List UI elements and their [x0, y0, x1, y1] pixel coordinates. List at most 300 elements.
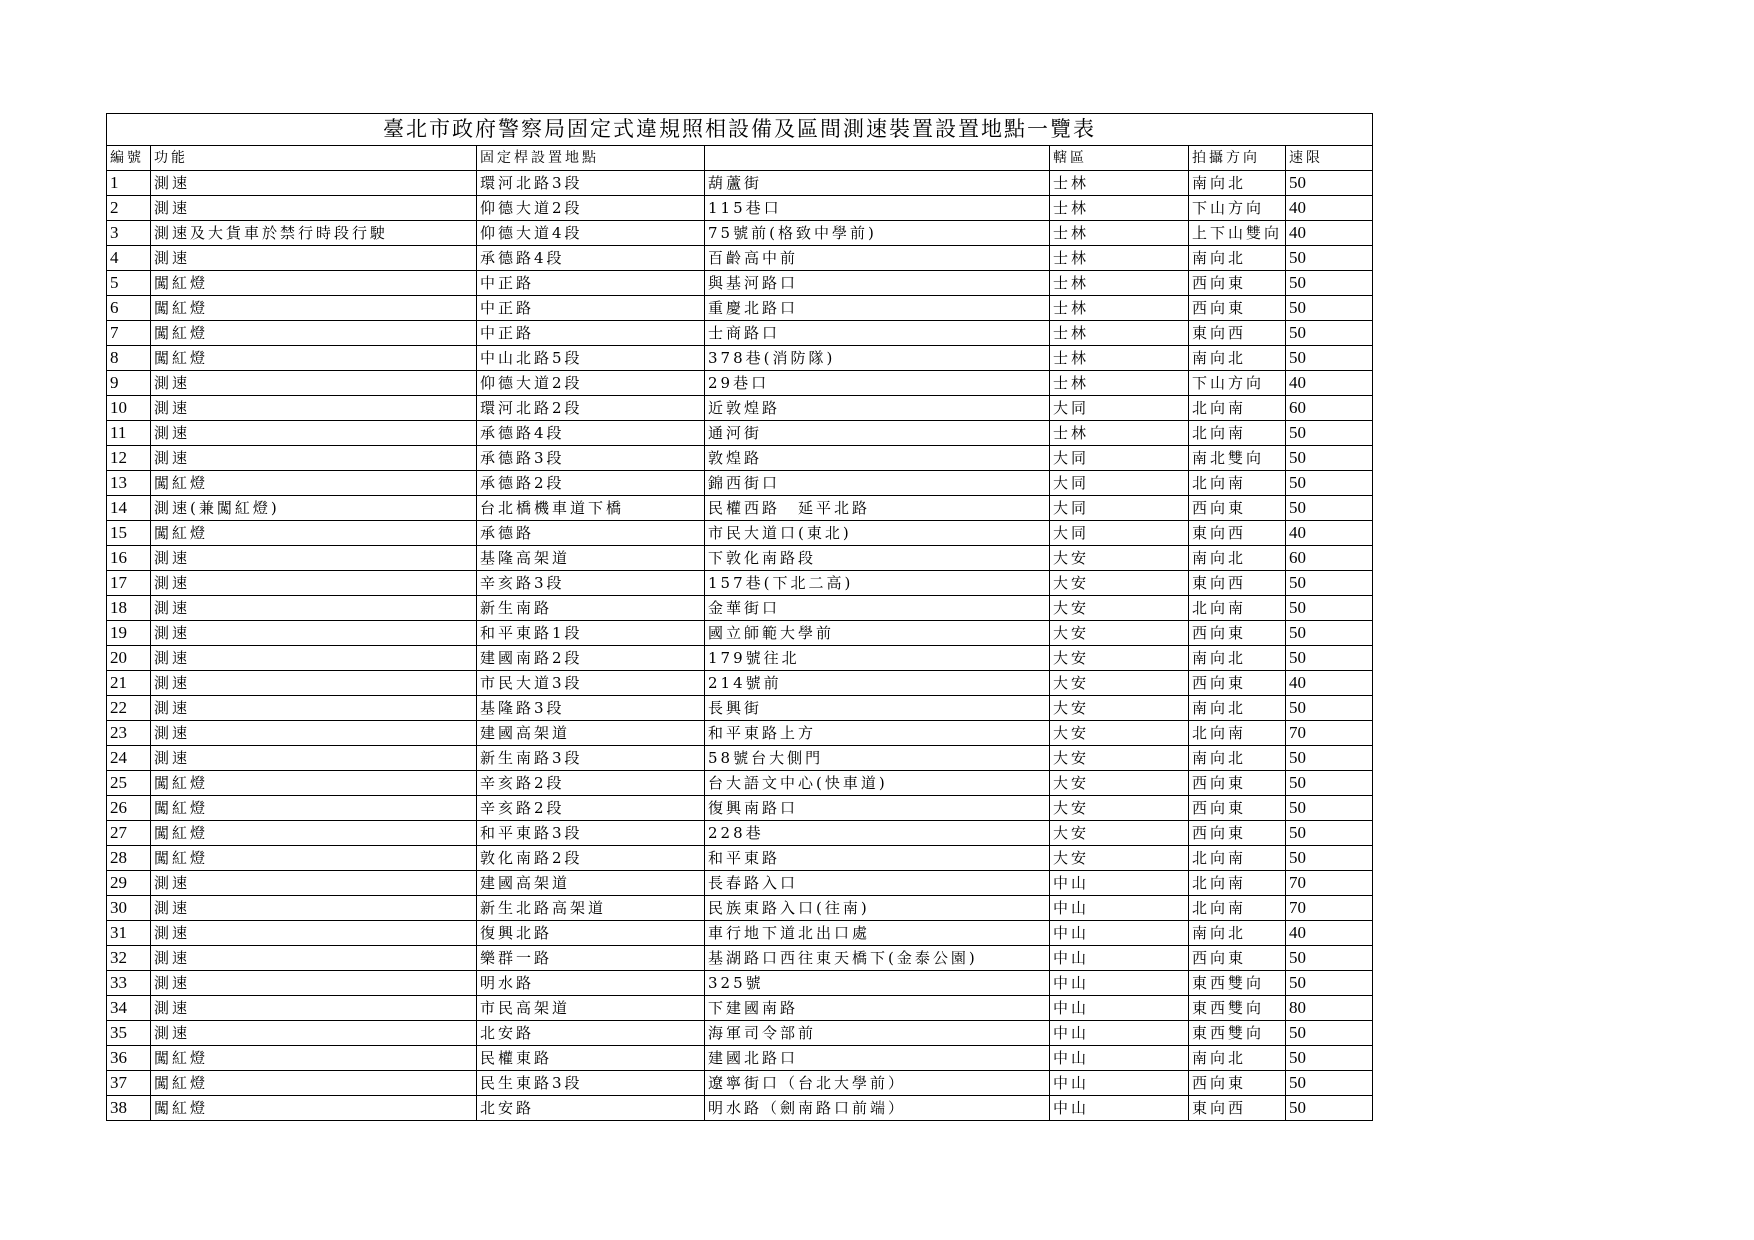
row-detail: 民族東路入口(往南) — [705, 896, 1050, 921]
row-speed-limit: 50 — [1286, 946, 1373, 971]
row-district: 大安 — [1050, 596, 1189, 621]
row-location: 承德路 — [477, 521, 705, 546]
row-district: 大安 — [1050, 721, 1189, 746]
row-number: 4 — [107, 246, 151, 271]
row-speed-limit: 50 — [1286, 846, 1373, 871]
row-number: 16 — [107, 546, 151, 571]
row-number: 21 — [107, 671, 151, 696]
row-function: 測速 — [151, 671, 477, 696]
row-direction: 東向西 — [1189, 571, 1286, 596]
table-body — [107, 171, 1373, 1121]
row-district: 大安 — [1050, 671, 1189, 696]
row-speed-limit: 50 — [1286, 796, 1373, 821]
row-district: 中山 — [1050, 896, 1189, 921]
row-location: 承德路3段 — [477, 446, 705, 471]
header-function: 功能 — [151, 146, 477, 171]
row-function: 測速 — [151, 246, 477, 271]
row-speed-limit: 50 — [1286, 321, 1373, 346]
row-direction: 北向南 — [1189, 871, 1286, 896]
row-detail: 長興街 — [705, 696, 1050, 721]
row-location: 敦化南路2段 — [477, 846, 705, 871]
row-location: 中正路 — [477, 321, 705, 346]
camera-locations-table — [106, 113, 1373, 1121]
row-location: 建國高架道 — [477, 871, 705, 896]
row-function: 測速 — [151, 446, 477, 471]
row-direction: 東向西 — [1189, 1096, 1286, 1121]
row-district: 士林 — [1050, 196, 1189, 221]
table-row — [107, 521, 1373, 546]
row-number: 28 — [107, 846, 151, 871]
row-detail: 378巷(消防隊) — [705, 346, 1050, 371]
row-location: 仰德大道4段 — [477, 221, 705, 246]
row-location: 復興北路 — [477, 921, 705, 946]
row-location: 市民高架道 — [477, 996, 705, 1021]
row-location: 承德路4段 — [477, 421, 705, 446]
table-row — [107, 496, 1373, 521]
row-location: 環河北路3段 — [477, 171, 705, 196]
row-district: 大安 — [1050, 646, 1189, 671]
row-function: 測速 — [151, 971, 477, 996]
row-speed-limit: 50 — [1286, 646, 1373, 671]
row-function: 測速 — [151, 746, 477, 771]
row-function: 闖紅燈 — [151, 321, 477, 346]
row-direction: 西向東 — [1189, 1071, 1286, 1096]
row-function: 闖紅燈 — [151, 1046, 477, 1071]
row-direction: 南向北 — [1189, 696, 1286, 721]
row-location: 辛亥路2段 — [477, 796, 705, 821]
row-function: 測速及大貨車於禁行時段行駛 — [151, 221, 477, 246]
row-detail: 近敦煌路 — [705, 396, 1050, 421]
row-number: 18 — [107, 596, 151, 621]
row-direction: 西向東 — [1189, 671, 1286, 696]
row-function: 闖紅燈 — [151, 296, 477, 321]
table-row — [107, 271, 1373, 296]
header-row — [107, 146, 1373, 171]
row-speed-limit: 50 — [1286, 446, 1373, 471]
row-direction: 南向北 — [1189, 746, 1286, 771]
row-number: 14 — [107, 496, 151, 521]
row-district: 中山 — [1050, 971, 1189, 996]
row-speed-limit: 50 — [1286, 596, 1373, 621]
row-speed-limit: 40 — [1286, 671, 1373, 696]
table-row — [107, 321, 1373, 346]
row-location: 基隆路3段 — [477, 696, 705, 721]
row-location: 民權東路 — [477, 1046, 705, 1071]
row-direction: 南向北 — [1189, 246, 1286, 271]
row-direction: 北向南 — [1189, 596, 1286, 621]
row-number: 17 — [107, 571, 151, 596]
row-detail: 士商路口 — [705, 321, 1050, 346]
row-function: 闖紅燈 — [151, 771, 477, 796]
row-location: 市民大道3段 — [477, 671, 705, 696]
row-number: 35 — [107, 1021, 151, 1046]
row-number: 9 — [107, 371, 151, 396]
row-location: 中山北路5段 — [477, 346, 705, 371]
row-speed-limit: 40 — [1286, 196, 1373, 221]
row-speed-limit: 70 — [1286, 871, 1373, 896]
header-speed-limit: 速限 — [1286, 146, 1373, 171]
row-detail: 115巷口 — [705, 196, 1050, 221]
row-function: 測速 — [151, 896, 477, 921]
row-direction: 西向東 — [1189, 821, 1286, 846]
row-detail: 228巷 — [705, 821, 1050, 846]
row-direction: 南向北 — [1189, 646, 1286, 671]
row-function: 闖紅燈 — [151, 346, 477, 371]
row-direction: 下山方向 — [1189, 371, 1286, 396]
row-number: 31 — [107, 921, 151, 946]
row-detail: 復興南路口 — [705, 796, 1050, 821]
table-row — [107, 721, 1373, 746]
row-detail: 和平東路上方 — [705, 721, 1050, 746]
row-direction: 西向東 — [1189, 271, 1286, 296]
row-direction: 南北雙向 — [1189, 446, 1286, 471]
row-function: 測速 — [151, 371, 477, 396]
row-function: 測速 — [151, 1021, 477, 1046]
row-detail: 建國北路口 — [705, 1046, 1050, 1071]
row-number: 15 — [107, 521, 151, 546]
row-speed-limit: 50 — [1286, 346, 1373, 371]
row-location: 中正路 — [477, 271, 705, 296]
row-number: 11 — [107, 421, 151, 446]
row-detail: 下建國南路 — [705, 996, 1050, 1021]
row-number: 3 — [107, 221, 151, 246]
row-district: 大安 — [1050, 696, 1189, 721]
row-direction: 西向東 — [1189, 771, 1286, 796]
row-district: 士林 — [1050, 246, 1189, 271]
row-district: 大安 — [1050, 771, 1189, 796]
row-district: 大同 — [1050, 396, 1189, 421]
row-district: 中山 — [1050, 1071, 1189, 1096]
row-district: 士林 — [1050, 221, 1189, 246]
row-number: 12 — [107, 446, 151, 471]
row-location: 和平東路3段 — [477, 821, 705, 846]
row-detail: 錦西街口 — [705, 471, 1050, 496]
row-detail: 金華街口 — [705, 596, 1050, 621]
row-speed-limit: 50 — [1286, 471, 1373, 496]
row-number: 29 — [107, 871, 151, 896]
row-direction: 東向西 — [1189, 521, 1286, 546]
title-row — [107, 114, 1373, 146]
row-function: 測速 — [151, 946, 477, 971]
row-district: 大安 — [1050, 746, 1189, 771]
row-detail: 325號 — [705, 971, 1050, 996]
table-row — [107, 921, 1373, 946]
row-district: 大安 — [1050, 571, 1189, 596]
table-row — [107, 746, 1373, 771]
row-detail: 敦煌路 — [705, 446, 1050, 471]
table-row — [107, 296, 1373, 321]
row-district: 士林 — [1050, 421, 1189, 446]
row-number: 8 — [107, 346, 151, 371]
header-district: 轄區 — [1050, 146, 1189, 171]
table-row — [107, 171, 1373, 196]
row-number: 30 — [107, 896, 151, 921]
row-district: 大安 — [1050, 821, 1189, 846]
row-number: 24 — [107, 746, 151, 771]
row-detail: 58號台大側門 — [705, 746, 1050, 771]
row-speed-limit: 50 — [1286, 621, 1373, 646]
row-location: 仰德大道2段 — [477, 371, 705, 396]
row-location: 建國南路2段 — [477, 646, 705, 671]
row-location: 基隆高架道 — [477, 546, 705, 571]
row-district: 士林 — [1050, 321, 1189, 346]
row-detail: 214號前 — [705, 671, 1050, 696]
row-speed-limit: 50 — [1286, 421, 1373, 446]
row-detail: 基湖路口西往東天橋下(金泰公園) — [705, 946, 1050, 971]
row-district: 中山 — [1050, 921, 1189, 946]
row-function: 測速(兼闖紅燈) — [151, 496, 477, 521]
row-district: 中山 — [1050, 1096, 1189, 1121]
row-number: 10 — [107, 396, 151, 421]
row-direction: 北向南 — [1189, 396, 1286, 421]
row-number: 13 — [107, 471, 151, 496]
row-direction: 上下山雙向 — [1189, 221, 1286, 246]
table-row — [107, 1071, 1373, 1096]
table-row — [107, 196, 1373, 221]
row-direction: 南向北 — [1189, 346, 1286, 371]
row-speed-limit: 60 — [1286, 546, 1373, 571]
row-direction: 北向南 — [1189, 471, 1286, 496]
table-row — [107, 396, 1373, 421]
header-direction: 拍攝方向 — [1189, 146, 1286, 171]
row-district: 大安 — [1050, 621, 1189, 646]
table-row — [107, 971, 1373, 996]
row-speed-limit: 50 — [1286, 746, 1373, 771]
table-row — [107, 596, 1373, 621]
table-row — [107, 1046, 1373, 1071]
row-direction: 南向北 — [1189, 1046, 1286, 1071]
table-row — [107, 821, 1373, 846]
row-district: 士林 — [1050, 271, 1189, 296]
table-row — [107, 246, 1373, 271]
row-function: 測速 — [151, 196, 477, 221]
row-function: 測速 — [151, 721, 477, 746]
row-detail: 車行地下道北出口處 — [705, 921, 1050, 946]
row-location: 明水路 — [477, 971, 705, 996]
row-detail: 通河街 — [705, 421, 1050, 446]
row-detail: 下敦化南路段 — [705, 546, 1050, 571]
table-row — [107, 696, 1373, 721]
row-speed-limit: 50 — [1286, 821, 1373, 846]
row-district: 中山 — [1050, 1021, 1189, 1046]
row-location: 辛亥路2段 — [477, 771, 705, 796]
row-function: 闖紅燈 — [151, 796, 477, 821]
row-speed-limit: 50 — [1286, 571, 1373, 596]
row-function: 測速 — [151, 696, 477, 721]
row-number: 6 — [107, 296, 151, 321]
row-speed-limit: 40 — [1286, 371, 1373, 396]
row-number: 37 — [107, 1071, 151, 1096]
row-location: 中正路 — [477, 296, 705, 321]
row-detail: 百齡高中前 — [705, 246, 1050, 271]
header-detail — [705, 146, 1050, 171]
row-direction: 南向北 — [1189, 171, 1286, 196]
row-location: 和平東路1段 — [477, 621, 705, 646]
table-row — [107, 421, 1373, 446]
row-detail: 海軍司令部前 — [705, 1021, 1050, 1046]
row-speed-limit: 50 — [1286, 771, 1373, 796]
row-speed-limit: 40 — [1286, 221, 1373, 246]
row-district: 中山 — [1050, 946, 1189, 971]
row-location: 承德路4段 — [477, 246, 705, 271]
row-function: 測速 — [151, 571, 477, 596]
row-function: 測速 — [151, 871, 477, 896]
row-detail: 和平東路 — [705, 846, 1050, 871]
row-speed-limit: 50 — [1286, 496, 1373, 521]
row-location: 辛亥路3段 — [477, 571, 705, 596]
row-district: 大同 — [1050, 496, 1189, 521]
row-number: 27 — [107, 821, 151, 846]
row-function: 闖紅燈 — [151, 471, 477, 496]
row-district: 士林 — [1050, 346, 1189, 371]
row-direction: 東西雙向 — [1189, 971, 1286, 996]
row-number: 36 — [107, 1046, 151, 1071]
row-speed-limit: 50 — [1286, 1071, 1373, 1096]
row-district: 士林 — [1050, 371, 1189, 396]
table-row — [107, 571, 1373, 596]
row-location: 新生南路 — [477, 596, 705, 621]
row-speed-limit: 70 — [1286, 896, 1373, 921]
row-number: 25 — [107, 771, 151, 796]
row-district: 大同 — [1050, 471, 1189, 496]
row-speed-limit: 60 — [1286, 396, 1373, 421]
table-row — [107, 446, 1373, 471]
row-district: 大同 — [1050, 521, 1189, 546]
table-row — [107, 771, 1373, 796]
row-location: 承德路2段 — [477, 471, 705, 496]
row-speed-limit: 50 — [1286, 1021, 1373, 1046]
row-detail: 台大語文中心(快車道) — [705, 771, 1050, 796]
row-direction: 西向東 — [1189, 496, 1286, 521]
row-detail: 遼寧街口（台北大學前） — [705, 1071, 1050, 1096]
row-detail: 重慶北路口 — [705, 296, 1050, 321]
row-number: 20 — [107, 646, 151, 671]
row-speed-limit: 70 — [1286, 721, 1373, 746]
row-location: 仰德大道2段 — [477, 196, 705, 221]
row-detail: 29巷口 — [705, 371, 1050, 396]
row-function: 測速 — [151, 596, 477, 621]
row-detail: 75號前(格致中學前) — [705, 221, 1050, 246]
row-function: 闖紅燈 — [151, 1071, 477, 1096]
row-direction: 北向南 — [1189, 721, 1286, 746]
row-district: 中山 — [1050, 871, 1189, 896]
row-location: 環河北路2段 — [477, 396, 705, 421]
table-row — [107, 471, 1373, 496]
row-district: 中山 — [1050, 996, 1189, 1021]
row-district: 大安 — [1050, 846, 1189, 871]
row-number: 38 — [107, 1096, 151, 1121]
row-district: 中山 — [1050, 1046, 1189, 1071]
row-speed-limit: 50 — [1286, 296, 1373, 321]
row-location: 樂群一路 — [477, 946, 705, 971]
table-row — [107, 996, 1373, 1021]
row-function: 測速 — [151, 396, 477, 421]
row-detail: 與基河路口 — [705, 271, 1050, 296]
table-row — [107, 646, 1373, 671]
row-function: 測速 — [151, 921, 477, 946]
row-detail: 民權西路 延平北路 — [705, 496, 1050, 521]
row-function: 測速 — [151, 621, 477, 646]
row-detail: 明水路（劍南路口前端） — [705, 1096, 1050, 1121]
row-direction: 西向東 — [1189, 796, 1286, 821]
row-district: 大安 — [1050, 796, 1189, 821]
row-function: 闖紅燈 — [151, 821, 477, 846]
table-row — [107, 796, 1373, 821]
row-number: 2 — [107, 196, 151, 221]
table-row — [107, 671, 1373, 696]
row-district: 大安 — [1050, 546, 1189, 571]
row-number: 19 — [107, 621, 151, 646]
table-row — [107, 1021, 1373, 1046]
row-number: 5 — [107, 271, 151, 296]
row-function: 測速 — [151, 421, 477, 446]
table-title: 臺北市政府警察局固定式違規照相設備及區間測速裝置設置地點一覽表 — [107, 114, 1373, 146]
row-district: 士林 — [1050, 296, 1189, 321]
row-speed-limit: 50 — [1286, 171, 1373, 196]
row-function: 測速 — [151, 171, 477, 196]
row-location: 北安路 — [477, 1096, 705, 1121]
row-speed-limit: 50 — [1286, 1046, 1373, 1071]
header-number: 編號 — [107, 146, 151, 171]
row-direction: 西向東 — [1189, 621, 1286, 646]
table-row — [107, 221, 1373, 246]
row-location: 新生南路3段 — [477, 746, 705, 771]
row-function: 闖紅燈 — [151, 271, 477, 296]
row-direction: 下山方向 — [1189, 196, 1286, 221]
row-function: 闖紅燈 — [151, 1096, 477, 1121]
row-district: 大同 — [1050, 446, 1189, 471]
row-number: 33 — [107, 971, 151, 996]
row-location: 建國高架道 — [477, 721, 705, 746]
row-speed-limit: 50 — [1286, 271, 1373, 296]
row-speed-limit: 50 — [1286, 1096, 1373, 1121]
row-speed-limit: 40 — [1286, 921, 1373, 946]
row-direction: 西向東 — [1189, 946, 1286, 971]
table-row — [107, 871, 1373, 896]
row-function: 測速 — [151, 546, 477, 571]
row-function: 闖紅燈 — [151, 846, 477, 871]
row-location: 台北橋機車道下橋 — [477, 496, 705, 521]
row-number: 26 — [107, 796, 151, 821]
row-detail: 葫蘆街 — [705, 171, 1050, 196]
row-number: 32 — [107, 946, 151, 971]
row-number: 7 — [107, 321, 151, 346]
row-speed-limit: 80 — [1286, 996, 1373, 1021]
row-function: 測速 — [151, 996, 477, 1021]
row-number: 23 — [107, 721, 151, 746]
header-location: 固定桿設置地點 — [477, 146, 705, 171]
row-speed-limit: 50 — [1286, 246, 1373, 271]
row-function: 測速 — [151, 646, 477, 671]
row-detail: 157巷(下北二高) — [705, 571, 1050, 596]
row-number: 1 — [107, 171, 151, 196]
row-direction: 南向北 — [1189, 921, 1286, 946]
row-number: 34 — [107, 996, 151, 1021]
table-row — [107, 896, 1373, 921]
row-detail: 長春路入口 — [705, 871, 1050, 896]
row-direction: 北向南 — [1189, 421, 1286, 446]
row-speed-limit: 50 — [1286, 971, 1373, 996]
table-row — [107, 346, 1373, 371]
row-direction: 西向東 — [1189, 296, 1286, 321]
row-direction: 東西雙向 — [1189, 996, 1286, 1021]
row-location: 民生東路3段 — [477, 1071, 705, 1096]
table-row — [107, 1096, 1373, 1121]
row-direction: 東向西 — [1189, 321, 1286, 346]
row-detail: 市民大道口(東北) — [705, 521, 1050, 546]
row-function: 闖紅燈 — [151, 521, 477, 546]
row-direction: 東西雙向 — [1189, 1021, 1286, 1046]
